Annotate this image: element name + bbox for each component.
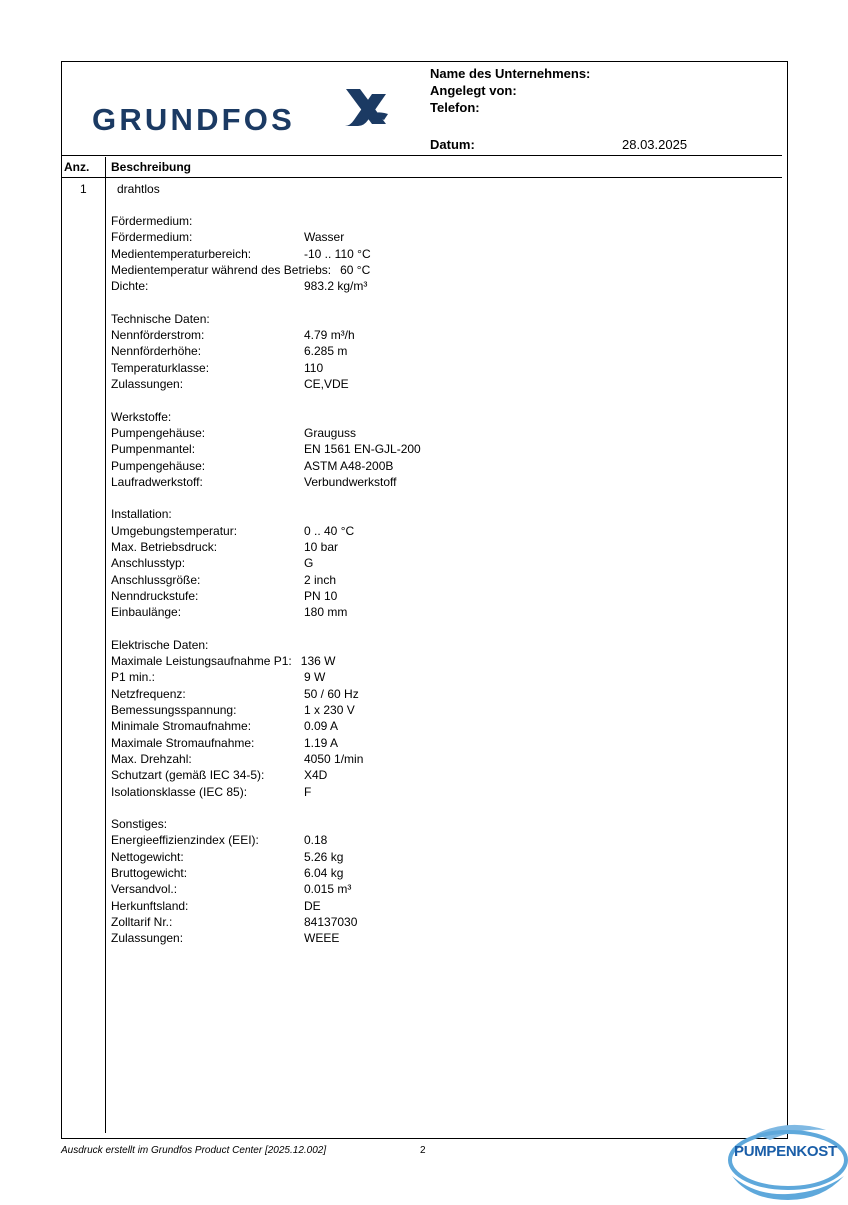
spec-label: Medientemperatur während des Betriebs: [111,262,332,277]
spec-label: Pumpengehäuse: [111,458,206,473]
spec-value: F [304,784,312,799]
section-title: Fördermedium: [111,214,193,228]
spec-value: 2 inch [304,572,337,587]
item-product-name: drahtlos [117,182,160,196]
spec-value: Grauguss [304,425,357,440]
spec-value: G [304,556,314,571]
logo-wordmark: GRUNDFOS [92,102,295,137]
spec-value: WEEE [304,931,340,946]
spec-value: 6.285 m [304,344,348,359]
spec-label: P1 min.: [111,670,156,685]
grundfos-x-icon [342,86,392,132]
header-divider [61,155,782,156]
spec-value: 6.04 kg [304,866,344,880]
section-title: Elektrische Daten: [111,637,209,652]
date-value: 28.03.2025 [622,137,688,152]
section-title: Werkstoffe: [111,409,172,424]
spec-value: 9 W [304,670,326,685]
spec-label: Dichte: [111,279,149,294]
spec-value: 0 .. 40 °C [304,523,355,538]
spec-label: Zulassungen: [111,377,184,391]
spec-label: Bruttogewicht: [111,866,188,880]
spec-value: PN 10 [304,588,338,603]
spec-label: Maximale Stromaufnahme: [111,735,255,750]
column-header-divider [61,177,782,178]
spec-label: Nettogewicht: [111,849,184,864]
author-label: Angelegt von: [430,83,517,98]
spec-value: 0.015 m³ [304,882,352,897]
spec-value: 10 bar [304,540,339,554]
spec-value: EN 1561 EN-GJL-200 [304,442,421,457]
spec-label: Temperaturklasse: [111,360,210,375]
spec-value: 1.19 A [304,735,339,750]
spec-value: 180 mm [304,605,348,620]
page-number: 2 [420,1145,426,1156]
spec-label: Isolationsklasse (IEC 85): [111,784,248,799]
section-title: Sonstiges: [111,817,168,832]
spec-value: 4050 1/min [304,751,364,766]
stamp-text: PUMPENKOST [734,1143,837,1160]
spec-label: Minimale Stromaufnahme: [111,719,252,734]
footer-note: Ausdruck erstellt im Grundfos Product Center [2025.12.002] [61,1145,327,1156]
spec-label: Nennförderhöhe: [111,344,202,359]
spec-label: Umgebungstemperatur: [111,523,238,538]
spec-value: 983.2 kg/m³ [304,279,368,294]
spec-value: 136 W [300,654,336,669]
spec-value: 0.09 A [304,719,339,734]
spec-label: Nenndruckstufe: [111,588,199,603]
spec-label: Bemessungsspannung: [111,703,237,717]
spec-label: Nennförderstrom: [111,328,205,343]
spec-label: Energieeffizienzindex (EEI): [111,833,259,848]
spec-value: ASTM A48-200B [304,458,394,473]
column-header-description: Beschreibung [111,160,192,174]
pumpenkost-logo-icon [726,1124,848,1200]
spec-value: 4.79 m³/h [304,328,355,343]
spec-label: Pumpenmantel: [111,442,196,457]
column-divider [105,157,106,1133]
spec-label: Einbaulänge: [111,605,182,620]
spec-value: DE [304,898,321,913]
pumpenkost-stamp [726,1124,848,1205]
spec-label: Max. Betriebsdruck: [111,540,218,554]
spec-label: Laufradwerkstoff: [111,474,203,489]
section-title: Technische Daten: [111,311,210,326]
spec-label: Schutzart (gemäß IEC 34-5): [111,768,265,783]
spec-label: Fördermedium: [111,230,193,245]
spec-label: Pumpengehäuse: [111,425,206,440]
spec-label: Anschlussgröße: [111,572,201,587]
spec-label: Netzfrequenz: [111,686,186,701]
section-title: Installation: [111,507,172,522]
spec-value: 1 x 230 V [304,703,355,717]
spec-label: Medientemperaturbereich: [111,246,252,261]
spec-value: 84137030 [304,914,358,929]
spec-label: Maximale Leistungsaufnahme P1: [111,654,292,669]
spec-label: Herkunftsland: [111,898,189,913]
company-label: Name des Unternehmens: [430,66,591,81]
phone-label: Telefon: [430,100,480,115]
spec-value: 0.18 [304,833,328,848]
spec-label: Zolltarif Nr.: [111,914,173,929]
spec-value: -10 .. 110 °C [304,246,371,261]
spec-value: 60 °C [340,262,371,277]
spec-label: Versandvol.: [111,882,178,897]
spec-label: Anschlusstyp: [111,556,186,571]
item-qty: 1 [80,182,87,196]
date-label: Datum: [430,137,475,152]
spec-value: Wasser [304,230,345,245]
spec-label: Max. Drehzahl: [111,751,192,766]
spec-value: Verbundwerkstoff [304,474,397,489]
spec-value: X4D [304,768,328,783]
spec-value: CE,VDE [304,377,349,391]
spec-value: 50 / 60 Hz [304,686,359,701]
column-header-qty: Anz. [64,160,90,174]
spec-value: 110 [304,360,324,375]
spec-label: Zulassungen: [111,931,184,946]
spec-value: 5.26 kg [304,849,344,864]
